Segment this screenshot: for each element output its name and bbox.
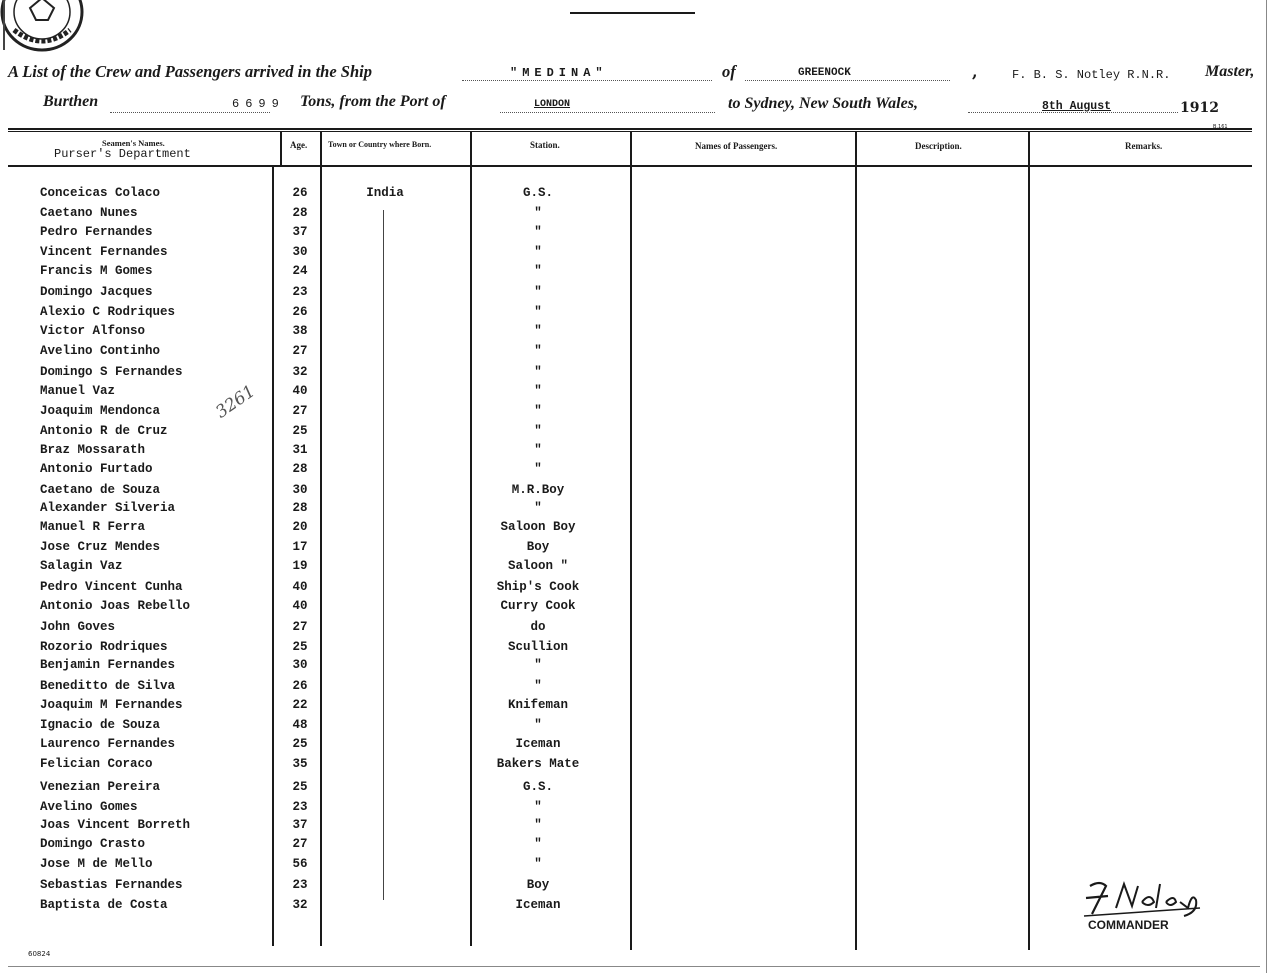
crew-station: ": [534, 718, 542, 732]
crew-station: ": [534, 206, 542, 220]
crew-age: 28: [292, 462, 308, 476]
corner-code: B.161: [1213, 124, 1228, 130]
header-description: Description.: [915, 141, 962, 151]
crew-station: ": [534, 679, 542, 693]
crew-station: ": [534, 857, 542, 871]
destination-label: to Sydney, New South Wales,: [728, 95, 918, 112]
col-divider-town: [320, 132, 322, 946]
commander-label: COMMANDER: [1088, 918, 1169, 932]
crew-name: Pedro Fernandes: [40, 225, 153, 239]
crew-age: 25: [292, 737, 308, 751]
crew-age: 26: [292, 305, 308, 319]
col-divider-description: [855, 132, 857, 950]
crew-name: Domingo S Fernandes: [40, 365, 183, 379]
page-right-edge: [1266, 0, 1267, 973]
header-remarks: Remarks.: [1125, 141, 1163, 151]
crew-station: Ship's Cook: [496, 580, 580, 594]
header-department: Purser's Department: [54, 147, 191, 161]
crew-station: ": [534, 285, 542, 299]
crew-name: Venezian Pereira: [40, 780, 161, 794]
crew-name: Caetano Nunes: [40, 206, 138, 220]
crew-station: ": [534, 837, 542, 851]
form-code: 60824: [28, 950, 51, 958]
crew-name: Joaquim Mendonca: [40, 404, 161, 418]
crew-name: Antonio Furtado: [40, 462, 153, 476]
crew-age: 28: [292, 206, 308, 220]
crew-station: ": [534, 344, 542, 358]
crew-name: Joaquim M Fernandes: [40, 698, 183, 712]
list-title: A List of the Crew and Passengers arrived in the Ship: [8, 62, 372, 81]
crew-name: Avelino Gomes: [40, 800, 138, 814]
header-seamens-names: Seamen's Names.: [102, 138, 165, 148]
origin-port: LONDON: [534, 99, 571, 110]
crew-age: 27: [292, 344, 308, 358]
crew-name: Braz Mossarath: [40, 443, 146, 457]
home-port-underline: [745, 80, 950, 81]
crew-station: ": [534, 365, 542, 379]
tons-from-label: Tons, from the Port of: [300, 93, 446, 110]
crew-age: 25: [292, 640, 308, 654]
crew-age: 26: [292, 186, 308, 200]
crew-name: Caetano de Souza: [40, 483, 161, 497]
crew-name: Domingo Jacques: [40, 285, 153, 299]
crew-age: 40: [292, 384, 308, 398]
crew-name: Jose Cruz Mendes: [40, 540, 161, 554]
crew-station: Boy: [526, 878, 550, 892]
page-bottom-edge: [8, 966, 1260, 967]
crew-station: ": [534, 658, 542, 672]
ship-name: "MEDINA": [510, 66, 608, 80]
crew-station: Bakers Mate: [496, 757, 580, 771]
crew-age: 32: [292, 365, 308, 379]
col-divider-remarks: [1028, 132, 1030, 950]
origin-port-underline: [500, 112, 715, 113]
crew-age: 26: [292, 679, 308, 693]
arrival-date: 8th August: [1042, 100, 1112, 113]
header-station: Station.: [530, 140, 560, 150]
crew-station: do: [530, 620, 546, 634]
crew-name: John Goves: [40, 620, 116, 634]
crew-name: Avelino Continho: [40, 344, 161, 358]
crew-station: ": [534, 404, 542, 418]
commander-signature: [1080, 878, 1210, 920]
crew-age: 27: [292, 620, 308, 634]
crew-age: 35: [292, 757, 308, 771]
crew-name: Victor Alfonso: [40, 324, 146, 338]
crew-station: Saloon Boy: [500, 520, 576, 534]
home-port: GREENOCK: [798, 67, 851, 79]
crew-age: 31: [292, 443, 308, 457]
crew-name: Manuel Vaz: [40, 384, 116, 398]
col-divider-age-head: [280, 132, 282, 166]
crew-station: Knifeman: [507, 698, 568, 712]
crew-name: Baptista de Costa: [40, 898, 168, 912]
tonnage-underline: [110, 112, 270, 113]
crew-name: Felician Coraco: [40, 757, 153, 771]
year: 1912: [1180, 100, 1219, 116]
crew-age: 37: [292, 818, 308, 832]
crew-age: 38: [292, 324, 308, 338]
crew-name: Rozorio Rodriques: [40, 640, 168, 654]
crew-station: M.R.Boy: [511, 483, 565, 497]
crew-station: ": [534, 462, 542, 476]
margin-pencil-note: 3261: [212, 381, 260, 423]
crew-station: Boy: [526, 540, 550, 554]
header-town: Town or Country where Born.: [328, 140, 432, 149]
crew-age: 24: [292, 264, 308, 278]
crew-age: 27: [292, 404, 308, 418]
crew-age: 25: [292, 424, 308, 438]
crew-age: 27: [292, 837, 308, 851]
crew-station: ": [534, 424, 542, 438]
crew-station: Curry Cook: [500, 599, 576, 613]
col-divider-passengers: [630, 132, 632, 950]
crew-station: ": [534, 324, 542, 338]
crew-name: Joas Vincent Borreth: [40, 818, 191, 832]
crew-station: ": [534, 384, 542, 398]
master-name: F. B. S. Notley R.N.R.: [1012, 68, 1171, 82]
top-center-rule: [570, 12, 695, 14]
crew-name: Alexander Silveria: [40, 501, 176, 515]
crew-station: Iceman: [515, 737, 561, 751]
crew-name: Vincent Fernandes: [40, 245, 168, 259]
crew-name: Jose M de Mello: [40, 857, 153, 871]
crew-station: ": [534, 245, 542, 259]
crew-age: 40: [292, 599, 308, 613]
crew-station: ": [534, 264, 542, 278]
col-divider-age: [272, 166, 274, 946]
crew-name: Alexio C Rodriques: [40, 305, 176, 319]
crew-station: ": [534, 818, 542, 832]
crew-age: 48: [292, 718, 308, 732]
of-label: of: [722, 62, 736, 81]
crew-name: Benjamin Fernandes: [40, 658, 176, 672]
crew-name: Conceicas Colaco: [40, 186, 161, 200]
crew-station: ": [534, 225, 542, 239]
crew-age: 20: [292, 520, 308, 534]
table-top-rule: [8, 128, 1252, 130]
crew-station: Saloon ": [507, 559, 568, 573]
crew-name: Domingo Crasto: [40, 837, 146, 851]
crew-name: Salagin Vaz: [40, 559, 123, 573]
crew-age: 28: [292, 501, 308, 515]
crew-name: Francis M Gomes: [40, 264, 153, 278]
header-age: Age.: [290, 140, 308, 150]
crew-name: Ignacio de Souza: [40, 718, 161, 732]
crew-station: ": [534, 305, 542, 319]
crew-age: 37: [292, 225, 308, 239]
crew-station: ": [534, 443, 542, 457]
crew-age: 19: [292, 559, 308, 573]
crew-station: ": [534, 800, 542, 814]
ditto-line-town: [383, 210, 384, 900]
crew-name: Antonio R de Cruz: [40, 424, 168, 438]
crew-station: G.S.: [522, 780, 553, 794]
crew-station: Iceman: [515, 898, 561, 912]
tonnage: 6699: [232, 97, 285, 111]
crew-age: 40: [292, 580, 308, 594]
crew-age: 17: [292, 540, 308, 554]
crew-name: Beneditto de Silva: [40, 679, 176, 693]
crew-age: 23: [292, 285, 308, 299]
crew-age: 22: [292, 698, 308, 712]
crew-name: Laurenco Fernandes: [40, 737, 176, 751]
crew-age: 56: [292, 857, 308, 871]
crew-station: G.S.: [522, 186, 553, 200]
crew-age: 30: [292, 658, 308, 672]
crew-station: ": [534, 501, 542, 515]
comma: ,: [972, 62, 978, 81]
left-edge-mark: [3, 0, 5, 50]
crew-age: 32: [292, 898, 308, 912]
crew-age: 25: [292, 780, 308, 794]
header-passengers: Names of Passengers.: [695, 141, 778, 151]
crew-age: 23: [292, 878, 308, 892]
crew-age: 30: [292, 245, 308, 259]
crew-name: Manuel R Ferra: [40, 520, 146, 534]
burthen-label: Burthen: [43, 93, 99, 110]
crew-age: 23: [292, 800, 308, 814]
ship-name-underline: [462, 80, 712, 81]
crew-birthplace: India: [366, 186, 404, 200]
master-label: Master,: [1205, 63, 1255, 80]
crew-name: Sebastias Fernandes: [40, 878, 183, 892]
crew-name: Pedro Vincent Cunha: [40, 580, 183, 594]
crew-station: Scullion: [507, 640, 568, 654]
customs-seal-stamp: [0, 0, 86, 52]
crew-age: 30: [292, 483, 308, 497]
crew-name: Antonio Joas Rebello: [40, 599, 191, 613]
